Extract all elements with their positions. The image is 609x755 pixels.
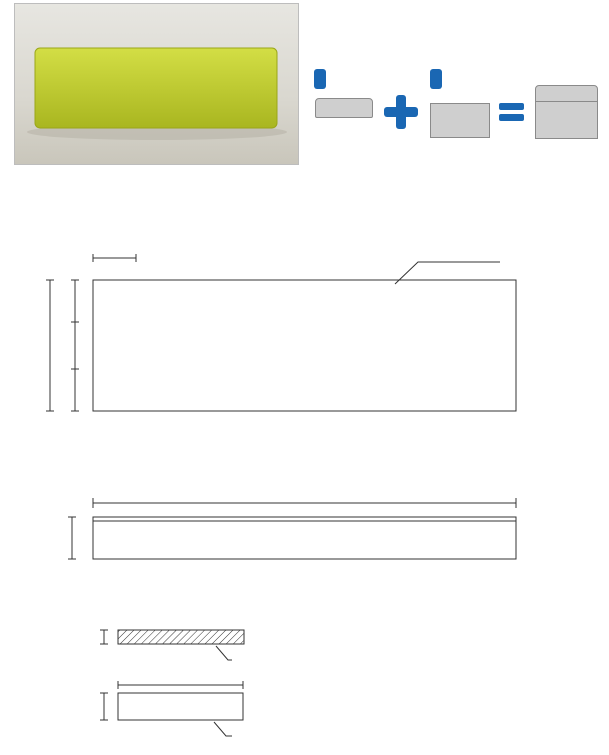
chip-urethane-shape	[118, 630, 244, 644]
plus-icon	[381, 92, 421, 132]
equals-icon	[497, 100, 527, 124]
lower-base-shape	[430, 103, 490, 138]
cushion-illustration	[15, 4, 299, 165]
combined-upper-shape	[535, 85, 598, 102]
combined-lower-shape	[535, 101, 598, 139]
lower-base-label	[430, 69, 442, 89]
upper-seat-shape	[315, 98, 373, 118]
upper-seat-label	[314, 69, 326, 89]
top-view-outline	[93, 280, 516, 411]
product-photo	[14, 3, 299, 165]
